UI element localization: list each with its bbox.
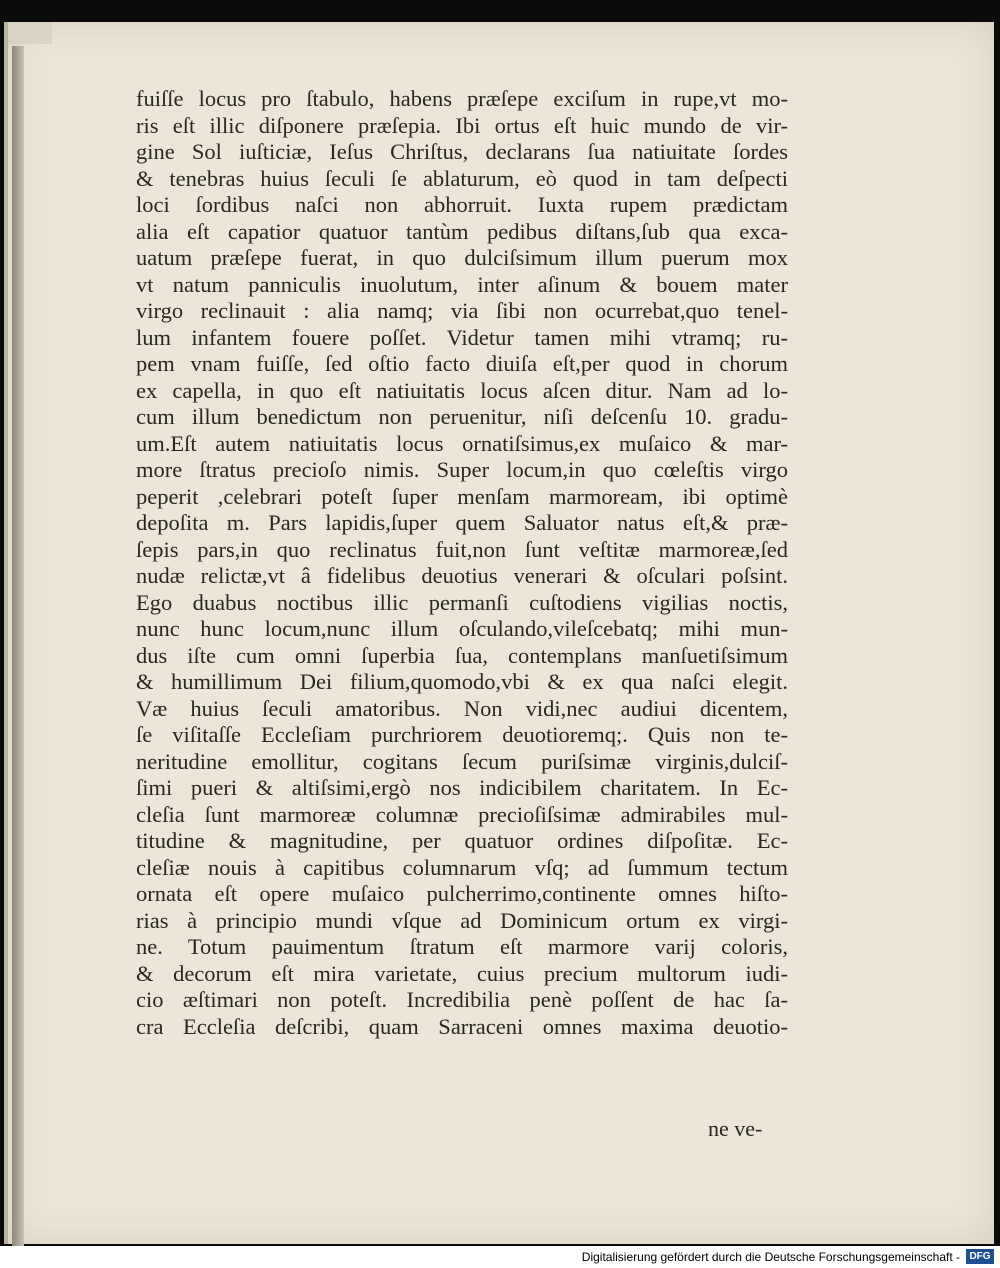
binding-shadow: [12, 46, 24, 1264]
text-line: Ego duabus noctibus illic permanſi cuſtodiens vigilias noctis,: [136, 589, 788, 615]
text-line: peperit ,celebrari poteſt ſuper menſam marmoream, ibi optimè: [136, 483, 788, 509]
text-line: & humillimum Dei filium,quomodo,vbi & ex qua naſci elegit.: [136, 669, 788, 694]
text-line: rias à principio mundi vſque ad Dominicum ortum ex virgi-: [136, 907, 788, 933]
text-line: nunc hunc locum,nunc illum oſculando,vileſcebatq; mihi mun-: [136, 616, 788, 641]
page-text: [136, 86, 788, 1040]
text-line: gine Sol iuſticiæ, Ieſus Chriſtus, declarans ſua natiuitate ſordes: [136, 139, 788, 164]
text-line: fuiſſe locus pro ſtabulo, habens præſepe exciſum in rupe,vt mo-: [136, 86, 788, 111]
text-line: dus iſte cum omni ſuperbia ſua, contemplans manſuetiſsimum: [136, 642, 788, 668]
text-line: more ſtratus precioſo nimis. Super locum,in quo cœleſtis virgo: [136, 457, 788, 482]
text-line: cio æſtimari non poteſt. Incredibilia penè poſſent de hac ſa-: [136, 987, 788, 1012]
text-line: loci ſordibus naſci non abhorruit. Iuxta rupem prædictam: [136, 192, 788, 217]
footer-credit: Digitalisierung gefördert durch die Deutsche Forschungsgemeinschaft -: [581, 1250, 960, 1264]
text-line: ſimi pueri & altiſsimi,ergò nos indicibilem charitatem. In Ec-: [136, 775, 788, 800]
text-line: ne. Totum pauimentum ſtratum eſt marmore varij coloris,: [136, 934, 788, 959]
text-line: cleſia ſunt marmoreæ columnæ precioſiſsimæ admirabiles mul-: [136, 801, 788, 827]
text-line: vt natum panniculis inuolutum, inter aſinum & bouem mater: [136, 271, 788, 297]
text-line: cra Eccleſia deſcribi, quam Sarraceni omnes maxima deuotio-: [136, 1013, 788, 1039]
text-line: & tenebras huius ſeculi ſe ablaturum, eò quod in tam deſpecti: [136, 165, 788, 191]
text-line: ris eſt illic diſponere præſepia. Ibi ortus eſt huic mundo de vir-: [136, 112, 788, 138]
text-line: cleſiæ nouis à capitibus columnarum vſq; ad ſummum tectum: [136, 854, 788, 880]
text-line: pem vnam fuiſſe, ſed oſtio facto diuiſa eſt,per quod in chorum: [136, 351, 788, 376]
text-line: um.Eſt autem natiuitatis locus ornatiſsimus,ex muſaico & mar-: [136, 430, 788, 456]
text-line: cum illum benedictum non peruenitur, niſi deſcenſu 10. gradu-: [136, 404, 788, 429]
text-line: Væ huius ſeculi amatoribus. Non vidi,nec audiui dicentem,: [136, 695, 788, 721]
text-line: ſe viſitaſſe Eccleſiam purchriorem deuotioremq;. Quis non te-: [136, 722, 788, 747]
text-line: ornata eſt opere muſaico pulcherrimo,continente omnes hiſto-: [136, 881, 788, 906]
text-line: alia eſt capatior quatuor tantùm pedibus diſtans,ſub qua exca-: [136, 218, 788, 244]
text-line: lum infantem fouere poſſet. Videtur tamen mihi vtramq; ru-: [136, 324, 788, 350]
text-line: & decorum eſt mira varietate, cuius precium multorum iudi-: [136, 960, 788, 986]
text-line: nudæ relictæ,vt â fidelibus deuotius venerari & oſculari poſsint.: [136, 563, 788, 588]
text-line: depoſita m. Pars lapidis,ſuper quem Saluator natus eſt,& præ-: [136, 510, 788, 535]
text-line: titudine & magnitudine, per quatuor ordines diſpoſitæ. Ec-: [136, 828, 788, 853]
text-line: uatum præſepe fuerat, in quo dulciſsimum illum puerum mox: [136, 245, 788, 270]
text-line: neritudine emollitur, cogitans ſecum puriſsimæ virginis,dulciſ-: [136, 748, 788, 774]
footer-bar: [0, 1246, 1000, 1268]
book-page: [4, 22, 994, 1244]
dfg-logo-icon: DFG: [966, 1249, 994, 1264]
text-line: virgo reclinauit : alia namq; via ſibi non ocurrebat,quo tenel-: [136, 298, 788, 323]
text-line: ex capella, in quo eſt natiuitatis locus aſcen ditur. Nam ad lo-: [136, 377, 788, 403]
page-tab: [8, 22, 52, 44]
catchword: ne ve-: [708, 1116, 763, 1141]
text-line: ſepis pars,in quo reclinatus fuit,non ſunt veſtitæ marmoreæ,ſed: [136, 536, 788, 562]
